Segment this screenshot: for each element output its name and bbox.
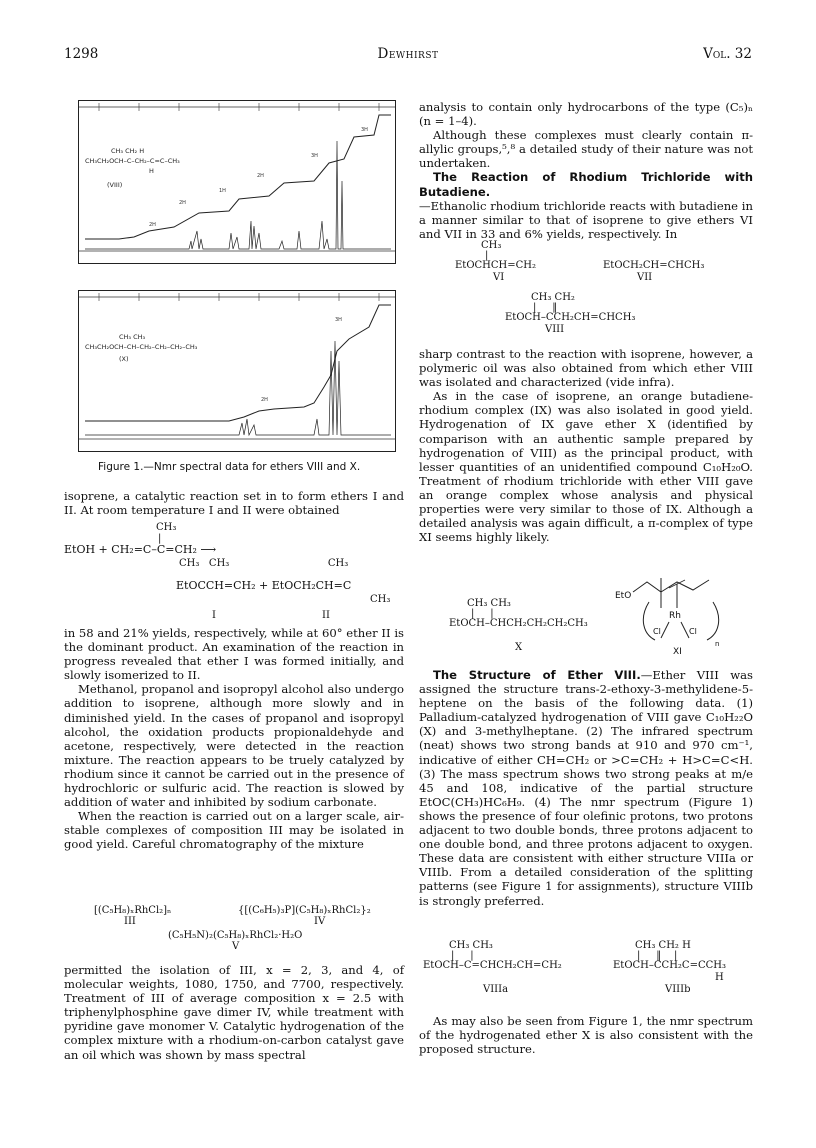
label-iii: III — [124, 916, 136, 927]
viiib-bottom: H — [715, 972, 724, 983]
x-top: CH₃ CH₃ — [467, 598, 511, 609]
label-v: V — [232, 941, 240, 952]
vi-top: CH₃ — [481, 240, 502, 251]
eq-products: EtOCCH=CH₂ + EtOCH₂CH=C — [176, 579, 352, 592]
structure-viiia: EtOCH–C=CHCH₂CH=CH₂ — [423, 960, 562, 971]
structure-x: EtOCH–CHCH₂CH₂CH₂CH₃ — [449, 618, 588, 629]
figure-caption: Figure 1.—Nmr spectral data for ethers VIII and X. — [98, 461, 361, 473]
label-i: I — [212, 610, 216, 621]
formula-viii-3: H — [149, 167, 154, 175]
structure-xi-drawing — [609, 568, 749, 658]
structure-viiib: EtOCH–CCH₂C=CCH₃ — [613, 960, 726, 971]
paragraph: —Ether VIII was assigned the structure trans-2-ethoxy-3-methylidene-5-heptene on the basis of the following data. (1) Palladium-catalyzed hydrogenation of VIII gave C₁₀H₂₂O (X) and 3-methylheptane. (2) The infrared spectrum (neat) shows two strong bands at 910 and 970 cm⁻¹, indicative of either CH=CH₂ or >C=CH₂ + H>C=C<H. (3) The mass spectrum shows two strong peaks at m/e 45 and 108, indicative of the partial structure EtOC(CH₃)HC₆H₉. (4) The nmr spectrum (Figure 1) shows the presence of four olefinic protons, two protons adjacent to two double bonds, three protons adjacent to one double bond, and three protons adjacent to oxygen. These data are consistent with either structure VIIIa or VIIIb. From a detailed consideration of the splitting patterns (see Figure 1 for assignments), structure VIIIb is strongly preferred. — [419, 668, 753, 908]
paragraph: As may also be seen from Figure 1, the nmr spectrum of the hydrogenated ether X is also consistent with the proposed structure. — [419, 1014, 753, 1057]
formula-x-1: CH₃ CH₃ — [119, 333, 146, 341]
nmr-trace-x — [79, 291, 395, 451]
nmr-spectrum-viii — [78, 100, 396, 264]
complex-iii: [(C₅H₈)ₓRhCl₂]ₙ — [94, 905, 172, 916]
eq-products-top: CH₃ CH₃ CH₃ — [179, 558, 349, 569]
eq-ch3: CH₃ — [156, 522, 177, 533]
equation-ethanol-isoprene: CH₃ | EtOH + CH₂=C–C=CH₂ ⟶ CH₃ CH₃ CH₃ EtOCCH=CH₂ + EtOCH₂CH=C CH₃ I II — [64, 522, 391, 621]
svg-text:2H: 2H — [257, 173, 264, 179]
xi-n: n — [715, 640, 720, 648]
structures-viiia-viiib: CH₃ CH₃ | | EtOCH–C=CHCH₂CH=CH₂ VIIIa CH₃ CH₂ H | ‖ | EtOCH–CCH₂C=CCH₃ H VIIIb — [423, 940, 726, 995]
volume-label: Vol. 32 — [703, 46, 752, 62]
right-column-upper — [419, 100, 753, 241]
structures-vi-vii-viii: CH₃ | EtOCHCH=CH₂ EtOCH₂CH=CHCH₃ VI VII CH₃ CH₂ | ‖ EtOCH–CCH₂CH=CHCH₃ VIII — [455, 240, 705, 335]
xi-eto: EtO — [615, 591, 632, 601]
structure-vi: EtOCHCH=CH₂ — [455, 260, 537, 271]
viii-top: CH₃ CH₂ — [531, 292, 575, 303]
section-heading-butadiene: The Reaction of Rhodium Trichloride with Butadiene. — [419, 170, 753, 199]
integral-labels-viii — [149, 127, 368, 228]
compound-label-x: (X) — [119, 355, 129, 363]
left-column-upper — [64, 489, 404, 517]
complex-iv: {[(C₆H₅)₃P](C₅H₈)ₓRhCl₂}₂ — [238, 905, 371, 916]
svg-text:2H: 2H — [149, 222, 156, 228]
right-column-lower — [419, 668, 753, 908]
complex-v: (C₅H₅N)₂(C₅H₈)ₓRhCl₂·H₂O — [168, 930, 303, 941]
compound-label-viii: (VIII) — [107, 181, 123, 189]
label-vi: VI — [493, 272, 505, 283]
left-column-lower — [64, 963, 404, 1062]
paragraph: When the reaction is carried out on a larger scale, air-stable complexes of composition III may be isolated in good yield. Careful chromatography of the mixture — [64, 809, 404, 852]
nmr-spectrum-x — [78, 290, 396, 452]
svg-text:3H: 3H — [311, 153, 318, 159]
svg-text:2H: 2H — [179, 200, 186, 206]
paragraph: in 58 and 21% yields, respectively, while at 60° ether II is the dominant product. An examination of the reaction in progress revealed that ether I was formed initially, and slowly isomerized to II. — [64, 626, 404, 683]
svg-text:1H: 1H — [219, 188, 226, 194]
page-number: 1298 — [64, 46, 99, 62]
paragraph: analysis to contain only hydrocarbons of the type (C₅)ₙ (n = 1–4). — [419, 100, 753, 129]
running-title: Dewhirst — [377, 46, 439, 62]
xi-cl1: Cl — [653, 627, 661, 636]
label-viii: VIII — [545, 324, 565, 335]
eq-products-bottom: CH₃ — [370, 594, 391, 605]
structure-vii: EtOCH₂CH=CHCH₃ — [603, 260, 705, 271]
viiia-top: CH₃ CH₃ — [449, 940, 493, 951]
paragraph: As in the case of isoprene, an orange butadiene-rhodium complex (IX) was also isolated in good yield. Hydrogenation of IX gave ether X (identified by comparison with an authentic sample prepared by hydrogenation of VIII) as the principal product, with lesser quantities of an unidentified compound C₁₀H₂₀O. Treatment of rhodium trichloride with ether VIII gave an orange complex whose analysis and physical properties were very similar to those of IX. Although a detailed analysis was again difficult, a π-complex of type XI seems highly likely. — [419, 389, 753, 545]
label-viiib: VIIIb — [665, 984, 691, 995]
paragraph: —Ethanolic rhodium trichloride reacts with butadiene in a manner similar to that of isoprene to give ethers VI and VII in 33 and 6% yields, respectively. In — [419, 198, 753, 241]
paragraph: sharp contrast to the reaction with isoprene, however, a polymeric oil was also obtained from which ether VIII was isolated and characterized (vide infra). — [419, 347, 753, 390]
label-iv: IV — [314, 916, 326, 927]
right-column-end — [419, 1014, 753, 1056]
eq-reactants: EtOH + CH₂=C–C=CH₂ ⟶ — [64, 543, 217, 556]
nmr-trace-viii — [79, 101, 395, 263]
svg-text:3H: 3H — [335, 317, 342, 323]
label-xi: XI — [673, 647, 682, 657]
structures-x-xi: CH₃ CH₃ | | EtOCH–CHCH₂CH₂CH₂CH₃ X EtO Rh Cl Cl n XI — [419, 568, 753, 668]
paragraph: Methanol, propanol and isopropyl alcohol also undergo addition to isoprene, although more slowly and in diminished yield. In the cases of propanol and isopropyl alcohol, the oxidation products propionaldehyde and acetone, respectively, were detected in the reaction mixture. The reaction appears to be truely catalyzed by rhodium since it cannot be carried out in the presence of hydrochloric or sulfuric acid. The reaction is slowed by addition of water and inhibited by sodium carbonate. — [64, 682, 404, 810]
formula-viii-2: CH₃CH₂OCH–C–CH₂–C=C–CH₃ — [85, 157, 180, 165]
xi-rh: Rh — [669, 611, 681, 621]
section-heading-structure: The Structure of Ether VIII. — [433, 668, 641, 682]
paragraph: Although these complexes must clearly contain π-allylic groups,⁵,⁸ a detailed study of their nature was not undertaken. — [419, 128, 753, 171]
viiib-top: CH₃ CH₂ H — [635, 940, 691, 951]
page-header — [64, 46, 752, 64]
left-column-middle — [64, 626, 404, 852]
label-vii: VII — [637, 272, 653, 283]
right-column-middle — [419, 347, 753, 544]
label-viiia: VIIIa — [483, 984, 509, 995]
xi-cl2: Cl — [689, 627, 697, 636]
paragraph: isoprene, a catalytic reaction set in to form ethers I and II. At room temperature I and II were obtained — [64, 489, 404, 518]
complexes-iii-iv-v — [64, 905, 404, 965]
paragraph: permitted the isolation of III, x = 2, 3, and 4, of molecular weights, 1080, 1750, and 7700, respectively. Treatment of III of average composition x = 2.5 with triphenylphosphine gave dimer IV, while treatment with pyridine gave monomer V. Catalytic hydrogenation of the complex mixture with a rhodium-on-carbon catalyst gave an oil which was shown by mass spectral — [64, 963, 404, 1062]
svg-text:2H: 2H — [261, 397, 268, 403]
formula-x-2: CH₃CH₂OCH–CH–CH₂–CH₂–CH₂–CH₃ — [85, 343, 198, 351]
label-x: X — [515, 642, 523, 653]
svg-text:3H: 3H — [361, 127, 368, 133]
formula-viii-1: CH₃ CH₂ H — [111, 147, 145, 155]
label-ii: II — [322, 610, 330, 621]
structure-viii: EtOCH–CCH₂CH=CHCH₃ — [505, 312, 636, 323]
